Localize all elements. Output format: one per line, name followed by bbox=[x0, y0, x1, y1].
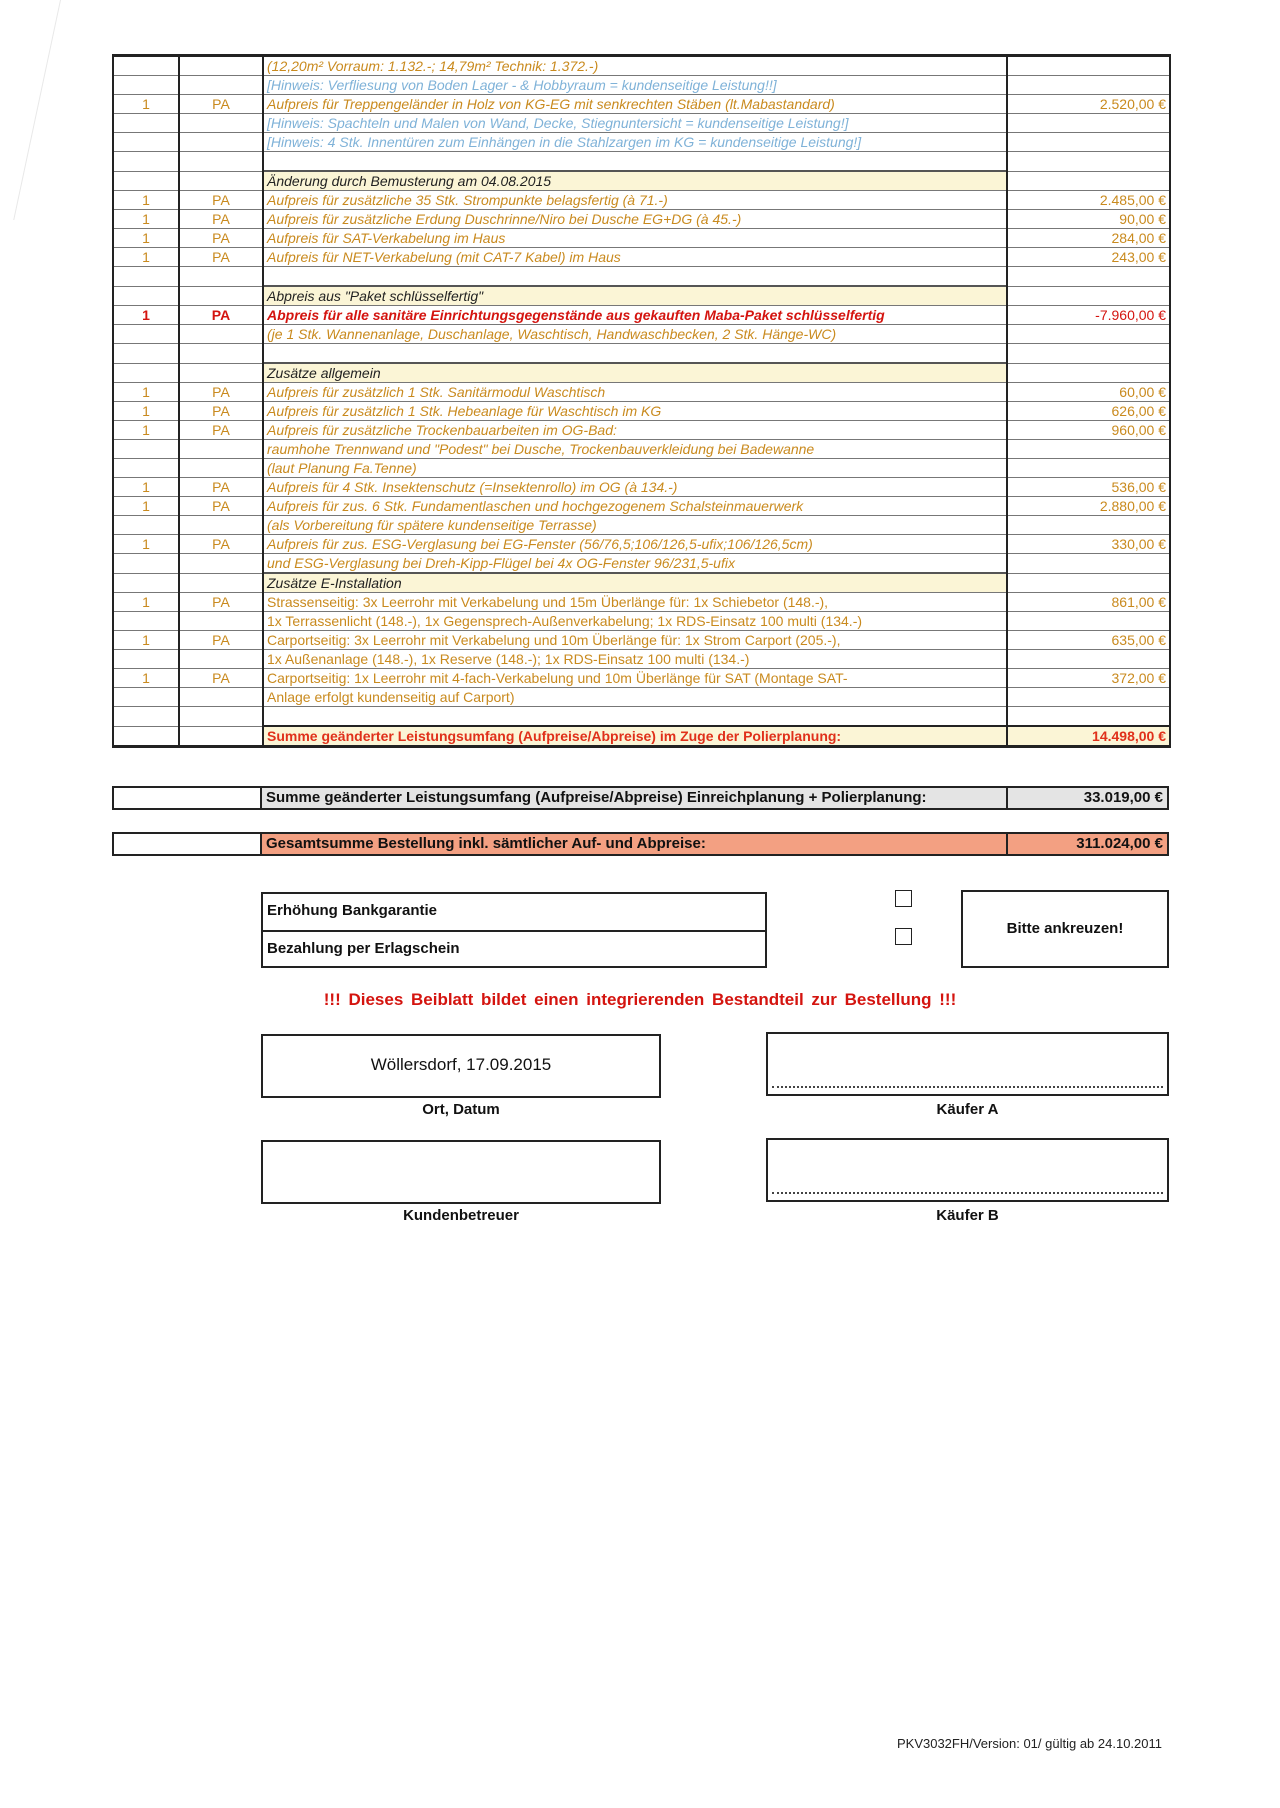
qty-cell bbox=[113, 516, 179, 535]
price-cell: 372,00 € bbox=[1007, 669, 1170, 688]
description-cell: Anlage erfolgt kundenseitig auf Carport) bbox=[263, 688, 1007, 707]
description-cell: Aufpreis für NET-Verkabelung (mit CAT-7 Kabel) im Haus bbox=[263, 248, 1007, 267]
table-row bbox=[113, 152, 1170, 172]
unit-cell bbox=[179, 650, 263, 669]
unit-cell bbox=[179, 114, 263, 133]
price-cell bbox=[1007, 688, 1170, 707]
unit-cell bbox=[179, 152, 263, 172]
unit-cell bbox=[179, 363, 263, 383]
price-cell bbox=[1007, 554, 1170, 574]
qty-cell: 1 bbox=[113, 421, 179, 440]
table-row bbox=[113, 535, 1170, 554]
qty-cell bbox=[113, 325, 179, 344]
unit-cell bbox=[179, 56, 263, 76]
page-edge-mark bbox=[0, 0, 61, 220]
unit-cell: PA bbox=[179, 402, 263, 421]
qty-cell: 1 bbox=[113, 497, 179, 516]
buyer-a-signature-field[interactable] bbox=[766, 1032, 1169, 1096]
qty-cell bbox=[113, 152, 179, 172]
unit-cell bbox=[179, 133, 263, 152]
unit-cell: PA bbox=[179, 229, 263, 248]
payment-slip-checkbox[interactable] bbox=[895, 928, 912, 945]
integral-part-notice: !!! Dieses Beiblatt bildet einen integrierenden Bestandteil zur Bestellung !!! bbox=[323, 990, 957, 1009]
table-row bbox=[113, 267, 1170, 287]
unit-cell bbox=[179, 688, 263, 707]
qty-cell: 1 bbox=[113, 95, 179, 114]
description-cell: [Hinweis: Verfliesung von Boden Lager - & Hobbyraum = kundenseitige Leistung!!] bbox=[263, 76, 1007, 95]
table-row bbox=[113, 363, 1170, 383]
price-cell bbox=[1007, 650, 1170, 669]
price-cell bbox=[1007, 76, 1170, 95]
price-cell bbox=[1007, 152, 1170, 172]
unit-cell: PA bbox=[179, 383, 263, 402]
table-row bbox=[113, 516, 1170, 535]
description-cell: Aufpreis für zus. ESG-Verglasung bei EG-Fenster (56/76,5;106/126,5-ufix;106/126,5cm) bbox=[263, 535, 1007, 554]
total-einreich-polier-value: 33.019,00 € bbox=[1006, 786, 1169, 810]
qty-cell: 1 bbox=[113, 229, 179, 248]
table-row bbox=[113, 229, 1170, 248]
price-cell: 2.880,00 € bbox=[1007, 497, 1170, 516]
description-cell: Carportseitig: 1x Leerrohr mit 4-fach-Verkabelung und 10m Überlänge für SAT (Montage SAT- bbox=[263, 669, 1007, 688]
total-einreich-polier-row bbox=[112, 786, 1169, 810]
description-cell bbox=[263, 707, 1007, 727]
price-cell: 90,00 € bbox=[1007, 210, 1170, 229]
table-row bbox=[113, 95, 1170, 114]
price-cell: 626,00 € bbox=[1007, 402, 1170, 421]
advisor-signature-field[interactable] bbox=[261, 1140, 661, 1204]
unit-cell: PA bbox=[179, 95, 263, 114]
table-row bbox=[113, 726, 1170, 747]
signature-line bbox=[772, 1086, 1163, 1088]
qty-cell: 1 bbox=[113, 478, 179, 497]
qty-cell bbox=[113, 459, 179, 478]
form-version-footer: PKV3032FH/Version: 01/ gültig ab 24.10.2011 bbox=[896, 1736, 1162, 1751]
table-row bbox=[113, 421, 1170, 440]
description-cell: [Hinweis: 4 Stk. Innentüren zum Einhängen in die Stahlzargen im KG = kundenseitige Leistung!] bbox=[263, 133, 1007, 152]
unit-cell: PA bbox=[179, 191, 263, 210]
price-cell bbox=[1007, 56, 1170, 76]
unit-cell bbox=[179, 459, 263, 478]
table-row bbox=[113, 344, 1170, 364]
price-cell bbox=[1007, 114, 1170, 133]
check-hint-box: Bitte ankreuzen! bbox=[961, 890, 1169, 968]
description-cell: Aufpreis für 4 Stk. Insektenschutz (=Insektenrollo) im OG (à 134.-) bbox=[263, 478, 1007, 497]
unit-cell bbox=[179, 344, 263, 364]
payment-options-box bbox=[261, 892, 767, 968]
description-cell: (als Vorbereitung für spätere kundenseitige Terrasse) bbox=[263, 516, 1007, 535]
qty-cell bbox=[113, 114, 179, 133]
unit-cell bbox=[179, 325, 263, 344]
table-row bbox=[113, 210, 1170, 229]
qty-cell bbox=[113, 286, 179, 306]
qty-cell: 1 bbox=[113, 535, 179, 554]
description-cell: Aufpreis für zusätzlich 1 Stk. Hebeanlage für Waschtisch im KG bbox=[263, 402, 1007, 421]
qty-cell bbox=[113, 133, 179, 152]
total-row-spacer bbox=[112, 786, 262, 810]
description-cell: Aufpreis für zusätzliche Trockenbauarbeiten im OG-Bad: bbox=[263, 421, 1007, 440]
table-row bbox=[113, 56, 1170, 76]
qty-cell bbox=[113, 363, 179, 383]
total-einreich-polier-label: Summe geänderter Leistungsumfang (Aufpreise/Abpreise) Einreichplanung + Polierplanung: bbox=[262, 786, 1006, 810]
qty-cell bbox=[113, 76, 179, 95]
table-row bbox=[113, 478, 1170, 497]
table-row bbox=[113, 707, 1170, 727]
description-cell: Aufpreis für Treppengeländer in Holz von KG-EG mit senkrechten Stäben (lt.Mabastandard) bbox=[263, 95, 1007, 114]
total-row-spacer bbox=[112, 832, 262, 856]
price-cell bbox=[1007, 363, 1170, 383]
qty-cell bbox=[113, 612, 179, 631]
qty-cell bbox=[113, 650, 179, 669]
qty-cell: 1 bbox=[113, 631, 179, 650]
place-date-value: Wöllersdorf, 17.09.2015 bbox=[370, 1055, 552, 1074]
description-cell: [Hinweis: Spachteln und Malen von Wand, Decke, Stiegnuntersicht = kundenseitige Leistung!] bbox=[263, 114, 1007, 133]
price-cell: 330,00 € bbox=[1007, 535, 1170, 554]
bank-guarantee-checkbox[interactable] bbox=[895, 890, 912, 907]
price-cell bbox=[1007, 707, 1170, 727]
qty-cell bbox=[113, 554, 179, 574]
description-cell bbox=[263, 344, 1007, 364]
unit-cell bbox=[179, 612, 263, 631]
table-row bbox=[113, 612, 1170, 631]
table-row bbox=[113, 688, 1170, 707]
qty-cell: 1 bbox=[113, 210, 179, 229]
price-cell: 960,00 € bbox=[1007, 421, 1170, 440]
unit-cell: PA bbox=[179, 248, 263, 267]
unit-cell: PA bbox=[179, 421, 263, 440]
price-cell bbox=[1007, 171, 1170, 191]
grand-total-value: 311.024,00 € bbox=[1006, 832, 1169, 856]
place-date-field[interactable] bbox=[261, 1034, 661, 1098]
qty-cell bbox=[113, 171, 179, 191]
unit-cell: PA bbox=[179, 631, 263, 650]
buyer-a-label: Käufer A bbox=[936, 1101, 999, 1118]
price-cell: -7.960,00 € bbox=[1007, 306, 1170, 325]
option-bank-guarantee: Erhöhung Bankgarantie bbox=[263, 894, 765, 932]
table-row bbox=[113, 593, 1170, 612]
qty-cell bbox=[113, 707, 179, 727]
qty-cell: 1 bbox=[113, 402, 179, 421]
table-row bbox=[113, 497, 1170, 516]
unit-cell: PA bbox=[179, 210, 263, 229]
qty-cell: 1 bbox=[113, 669, 179, 688]
unit-cell bbox=[179, 726, 263, 747]
price-cell: 536,00 € bbox=[1007, 478, 1170, 497]
unit-cell bbox=[179, 440, 263, 459]
price-cell bbox=[1007, 573, 1170, 593]
qty-cell bbox=[113, 726, 179, 747]
grand-total-row bbox=[112, 832, 1169, 856]
price-cell: 284,00 € bbox=[1007, 229, 1170, 248]
price-cell bbox=[1007, 267, 1170, 287]
table-row bbox=[113, 171, 1170, 191]
description-cell: Aufpreis für SAT-Verkabelung im Haus bbox=[263, 229, 1007, 248]
description-cell: Carportseitig: 3x Leerrohr mit Verkabelung und 10m Überlänge für: 1x Strom Carport (205.-), bbox=[263, 631, 1007, 650]
order-items-table bbox=[112, 54, 1171, 748]
unit-cell bbox=[179, 707, 263, 727]
table-row bbox=[113, 133, 1170, 152]
description-cell: Zusätze E-Installation bbox=[263, 573, 1007, 593]
unit-cell bbox=[179, 554, 263, 574]
price-cell bbox=[1007, 612, 1170, 631]
description-cell: Aufpreis für zusätzliche 35 Stk. Strompunkte belagsfertig (à 71.-) bbox=[263, 191, 1007, 210]
unit-cell bbox=[179, 76, 263, 95]
qty-cell: 1 bbox=[113, 593, 179, 612]
description-cell bbox=[263, 152, 1007, 172]
price-cell bbox=[1007, 325, 1170, 344]
table-row bbox=[113, 669, 1170, 688]
description-cell: Strassenseitig: 3x Leerrohr mit Verkabelung und 15m Überlänge für: 1x Schiebetor (148.-), bbox=[263, 593, 1007, 612]
unit-cell bbox=[179, 286, 263, 306]
table-row bbox=[113, 306, 1170, 325]
price-cell: 861,00 € bbox=[1007, 593, 1170, 612]
description-cell: Aufpreis für zus. 6 Stk. Fundamentlaschen und hochgezogenem Schalsteinmauerwerk bbox=[263, 497, 1007, 516]
qty-cell bbox=[113, 344, 179, 364]
price-cell bbox=[1007, 459, 1170, 478]
signature-line bbox=[772, 1192, 1163, 1194]
description-cell: 1x Terrassenlicht (148.-), 1x Gegensprech-Außenverkabelung; 1x RDS-Einsatz 100 multi (134.-) bbox=[263, 612, 1007, 631]
description-cell: Zusätze allgemein bbox=[263, 363, 1007, 383]
place-date-label: Ort, Datum bbox=[422, 1101, 500, 1118]
qty-cell bbox=[113, 267, 179, 287]
description-cell: und ESG-Verglasung bei Dreh-Kipp-Flügel bei 4x OG-Fenster 96/231,5-ufix bbox=[263, 554, 1007, 574]
description-cell: Aufpreis für zusätzliche Erdung Duschrinne/Niro bei Dusche EG+DG (à 45.-) bbox=[263, 210, 1007, 229]
description-cell: (laut Planung Fa.Tenne) bbox=[263, 459, 1007, 478]
qty-cell: 1 bbox=[113, 383, 179, 402]
price-cell: 14.498,00 € bbox=[1007, 726, 1170, 747]
price-cell: 2.485,00 € bbox=[1007, 191, 1170, 210]
table-row bbox=[113, 114, 1170, 133]
qty-cell: 1 bbox=[113, 191, 179, 210]
table-row bbox=[113, 554, 1170, 574]
grand-total-label: Gesamtsumme Bestellung inkl. sämtlicher Auf- und Abpreise: bbox=[262, 832, 1006, 856]
unit-cell: PA bbox=[179, 593, 263, 612]
unit-cell: PA bbox=[179, 478, 263, 497]
qty-cell bbox=[113, 688, 179, 707]
price-cell: 635,00 € bbox=[1007, 631, 1170, 650]
table-row bbox=[113, 631, 1170, 650]
advisor-label: Kundenbetreuer bbox=[403, 1207, 519, 1224]
table-row bbox=[113, 191, 1170, 210]
table-row bbox=[113, 76, 1170, 95]
description-cell: Änderung durch Bemusterung am 04.08.2015 bbox=[263, 171, 1007, 191]
price-cell bbox=[1007, 344, 1170, 364]
price-cell: 60,00 € bbox=[1007, 383, 1170, 402]
unit-cell: PA bbox=[179, 669, 263, 688]
description-cell: (je 1 Stk. Wannenanlage, Duschanlage, Waschtisch, Handwaschbecken, 2 Stk. Hänge-WC) bbox=[263, 325, 1007, 344]
unit-cell bbox=[179, 573, 263, 593]
unit-cell bbox=[179, 171, 263, 191]
price-cell bbox=[1007, 133, 1170, 152]
qty-cell bbox=[113, 573, 179, 593]
description-cell: raumhohe Trennwand und "Podest" bei Dusche, Trockenbauverkleidung bei Badewanne bbox=[263, 440, 1007, 459]
price-cell: 2.520,00 € bbox=[1007, 95, 1170, 114]
description-cell: 1x Außenanlage (148.-), 1x Reserve (148.-); 1x RDS-Einsatz 100 multi (134.-) bbox=[263, 650, 1007, 669]
table-row bbox=[113, 650, 1170, 669]
description-cell bbox=[263, 267, 1007, 287]
table-row bbox=[113, 325, 1170, 344]
description-cell: Abpreis aus "Paket schlüsselfertig" bbox=[263, 286, 1007, 306]
description-cell: Aufpreis für zusätzlich 1 Stk. Sanitärmodul Waschtisch bbox=[263, 383, 1007, 402]
unit-cell bbox=[179, 516, 263, 535]
description-cell: (12,20m² Vorraum: 1.132.-; 14,79m² Technik: 1.372.-) bbox=[263, 56, 1007, 76]
buyer-b-signature-field[interactable] bbox=[766, 1138, 1169, 1202]
unit-cell: PA bbox=[179, 535, 263, 554]
buyer-b-label: Käufer B bbox=[936, 1207, 999, 1224]
qty-cell: 1 bbox=[113, 248, 179, 267]
price-cell bbox=[1007, 286, 1170, 306]
option-payment-slip: Bezahlung per Erlagschein bbox=[267, 940, 460, 957]
qty-cell: 1 bbox=[113, 306, 179, 325]
table-row bbox=[113, 383, 1170, 402]
qty-cell bbox=[113, 56, 179, 76]
table-row bbox=[113, 248, 1170, 267]
table-row bbox=[113, 286, 1170, 306]
table-row bbox=[113, 440, 1170, 459]
unit-cell bbox=[179, 267, 263, 287]
table-row bbox=[113, 459, 1170, 478]
description-cell: Abpreis für alle sanitäre Einrichtungsgegenstände aus gekauften Maba-Paket schlüsselfertig bbox=[263, 306, 1007, 325]
price-cell bbox=[1007, 516, 1170, 535]
price-cell bbox=[1007, 440, 1170, 459]
unit-cell: PA bbox=[179, 497, 263, 516]
qty-cell bbox=[113, 440, 179, 459]
price-cell: 243,00 € bbox=[1007, 248, 1170, 267]
unit-cell: PA bbox=[179, 306, 263, 325]
table-row bbox=[113, 402, 1170, 421]
description-cell: Summe geänderter Leistungsumfang (Aufpreise/Abpreise) im Zuge der Polierplanung: bbox=[263, 726, 1007, 747]
table-row bbox=[113, 573, 1170, 593]
